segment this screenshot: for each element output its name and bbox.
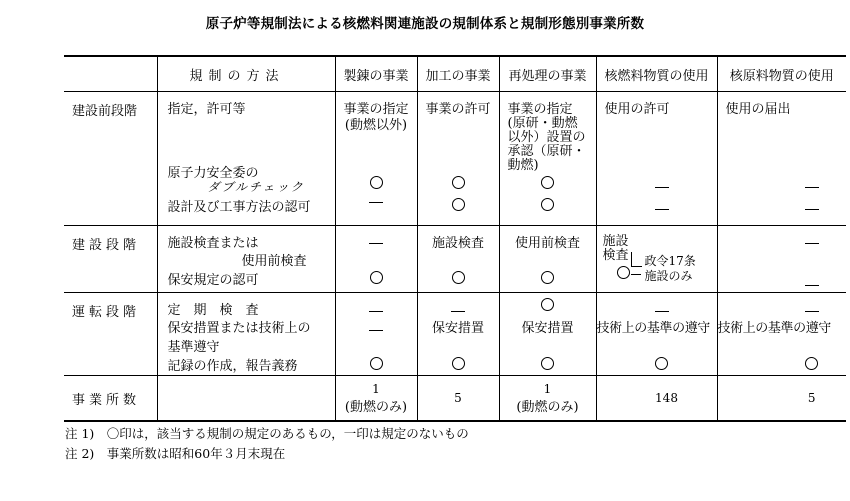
dash-mark [805, 209, 819, 210]
circle-mark [617, 266, 630, 279]
method-safety-commission: 原子力安全委の [167, 166, 259, 181]
header-stage [64, 56, 157, 92]
build-processing-inspection: 施設検査 [431, 236, 484, 251]
method-safety-measures: 保安措置または技術上の [167, 321, 311, 336]
dash-mark [805, 187, 819, 188]
count-reprocessing-value: 1 [543, 381, 552, 396]
header-method: 規制の方法 [157, 56, 335, 92]
method-pre-use-inspection: 使用前検査 [241, 254, 307, 269]
circle-mark [805, 357, 818, 370]
row-construction [64, 226, 846, 293]
circle-mark [452, 357, 465, 370]
header-smelting: 製錬の事業 [335, 56, 417, 92]
header-source-material-use: 核原料物質の使用 [717, 56, 846, 92]
build-fuel-inspection: 検査 [602, 248, 629, 263]
build-fuel-facility: 施設 [602, 234, 629, 249]
dash-mark [369, 330, 383, 331]
pre-processing-permit: 事業の許可 [425, 102, 491, 117]
dash-mark [805, 311, 819, 312]
pre-fuel-use-permit: 使用の許可 [604, 102, 670, 117]
count-reprocessing-note: (動燃のみ) [516, 399, 579, 415]
dash-mark [655, 187, 669, 188]
dash-mark [805, 285, 819, 286]
regulation-table [64, 55, 846, 422]
op-fuel-standard: 技術上の基準の遵守 [596, 321, 710, 336]
method-standard-compliance: 基準遵守 [167, 340, 220, 355]
method-records-reporting: 記録の作成，報告義務 [167, 359, 298, 374]
pre-reprocessing-a: 事業の指定 [507, 102, 573, 117]
op-reprocessing-safety: 保安措置 [521, 321, 574, 336]
stage-operation: 運転段階 [72, 305, 141, 320]
pre-reprocessing-b: (原研・動燃 [507, 116, 578, 131]
circle-mark [541, 271, 554, 284]
row-operation [64, 293, 846, 376]
circle-mark [452, 198, 465, 211]
dash-mark [369, 311, 383, 312]
method-design-approval: 設計及び工事方法の認可 [167, 200, 311, 215]
row-pre-construction [64, 92, 846, 226]
build-reprocessing-inspection: 使用前検査 [514, 236, 580, 251]
pre-source-use-notice: 使用の届出 [725, 102, 791, 117]
bracket-line [631, 262, 641, 275]
circle-mark [541, 176, 554, 189]
method-safety-rules-approval: 保安規定の認可 [167, 273, 259, 288]
header-row [64, 56, 846, 92]
stage-pre-construction: 建設前段階 [72, 104, 138, 119]
op-processing-safety: 保安措置 [431, 321, 484, 336]
header-reprocessing: 再処理の事業 [499, 56, 596, 92]
build-fuel-ordinance: 政令17条 [644, 254, 696, 268]
pre-smelting-designation: 事業の指定 [343, 102, 409, 117]
circle-mark [541, 357, 554, 370]
circle-mark [655, 357, 668, 370]
pre-reprocessing-c: 以外）設置の [507, 130, 586, 145]
dash-mark [805, 243, 819, 244]
pre-smelting-note: (動燃以外) [344, 118, 408, 133]
dash-mark [655, 311, 669, 312]
count-source-use-value: 5 [807, 391, 816, 405]
circle-mark [370, 271, 383, 284]
note-2: 注 2) 事業所数は昭和60年３月末現在 [65, 446, 286, 461]
table-title: 原子炉等規制法による核燃料関連施設の規制体系と規制形態別事業所数 [205, 16, 645, 32]
build-fuel-facility-only: 施設のみ [644, 269, 693, 283]
stage-count: 事業所数 [72, 392, 141, 408]
dash-mark [451, 311, 465, 312]
method-facility-inspection: 施設検査または [167, 236, 259, 251]
pre-reprocessing-d: 承認（原研・ [507, 144, 586, 159]
circle-mark [452, 176, 465, 189]
circle-mark [541, 298, 554, 311]
dash-mark [369, 202, 383, 203]
pre-reprocessing-e: 動燃) [507, 158, 539, 173]
dash-mark [369, 243, 383, 244]
count-smelting-value: 1 [372, 381, 380, 396]
count-fuel-use-value: 148 [655, 391, 678, 405]
method-double-check: ダブルチェック [207, 180, 305, 194]
header-nuclear-fuel-use: 核燃料物質の使用 [596, 56, 717, 92]
dash-mark [655, 209, 669, 210]
op-source-standard: 技術上の基準の遵守 [717, 321, 831, 336]
stage-construction: 建設段階 [72, 238, 141, 253]
note-1: 注 1) 〇印は，該当する規制の規定のあるもの，一印は規定のないもの [65, 426, 469, 441]
count-smelting-note: (動燃のみ) [344, 399, 408, 415]
row-establishment-count [64, 376, 846, 422]
header-processing: 加工の事業 [417, 56, 499, 92]
circle-mark [452, 271, 465, 284]
circle-mark [541, 198, 554, 211]
count-processing-value: 5 [454, 391, 462, 405]
circle-mark [370, 357, 383, 370]
method-designation: 指定，許可等 [167, 102, 246, 117]
circle-mark [370, 176, 383, 189]
method-periodic-inspection: 定 期 検 査 [167, 303, 259, 318]
